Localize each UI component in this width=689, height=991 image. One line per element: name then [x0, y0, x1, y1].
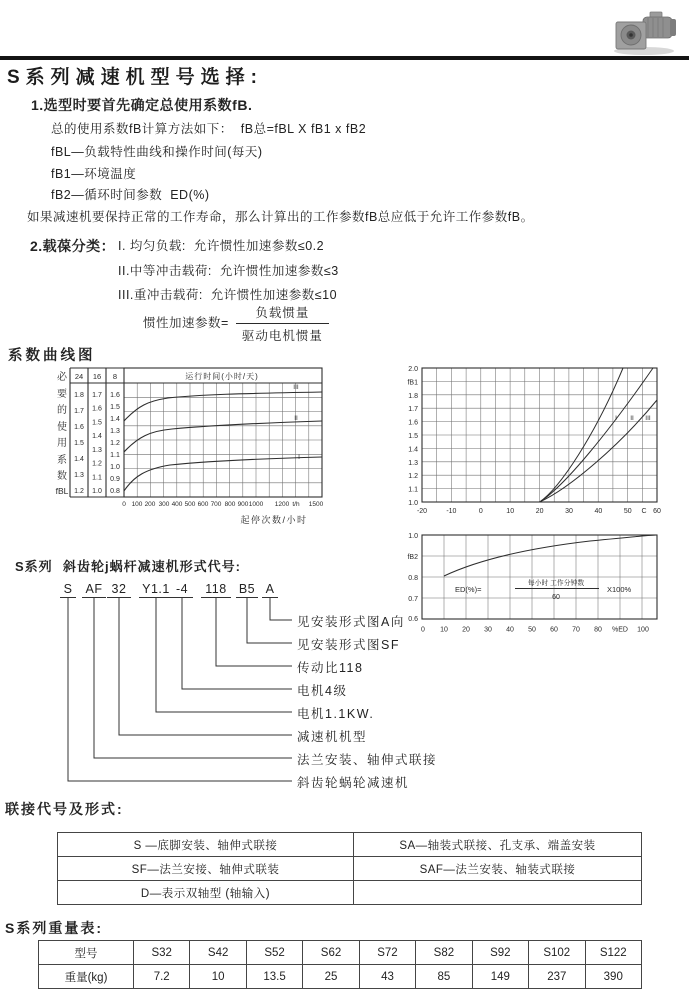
weight-header-cell: S102: [529, 941, 585, 965]
weight-table: [38, 940, 642, 989]
svg-text:1.6: 1.6: [408, 419, 418, 427]
svg-text:10: 10: [506, 508, 515, 515]
svg-text:1.2: 1.2: [92, 460, 102, 468]
code-part-B5: B5: [236, 582, 258, 598]
code-part-32: 32: [107, 582, 131, 598]
fbl-x-axis-label: 起停次数/小时: [240, 515, 308, 525]
svg-text:30: 30: [484, 626, 492, 634]
svg-text:%ED: %ED: [612, 626, 628, 634]
weight-header-cell: S72: [359, 941, 415, 965]
svg-text:8: 8: [112, 372, 118, 381]
svg-text:0.8: 0.8: [110, 488, 120, 495]
code-connectors: [55, 598, 300, 793]
svg-text:30: 30: [565, 508, 573, 515]
svg-text:16: 16: [92, 372, 102, 381]
weight-cell: 13.5: [246, 965, 302, 989]
connection-table: [57, 832, 642, 905]
code-label-mounting-a: 见安装形式图A向: [297, 615, 405, 629]
svg-text:1.3: 1.3: [408, 459, 418, 467]
fb1-curve-labels: [615, 415, 651, 422]
svg-text:1200: 1200: [274, 501, 290, 508]
svg-text:100: 100: [637, 626, 649, 634]
connection-cell: SAF—法兰安装、轴装式联接: [354, 857, 642, 881]
svg-text:400: 400: [171, 501, 183, 508]
svg-text:0: 0: [478, 508, 483, 515]
svg-text:1.0: 1.0: [408, 500, 418, 507]
weight-header-cell: S82: [416, 941, 472, 965]
svg-text:0.7: 0.7: [408, 596, 418, 603]
svg-text:-20: -20: [416, 508, 428, 515]
weight-header-cell: S122: [585, 941, 642, 965]
weight-cell: 7.2: [134, 965, 190, 989]
svg-text:600: 600: [197, 501, 209, 508]
svg-text:800: 800: [224, 501, 236, 508]
weight-header-cell: S42: [190, 941, 246, 965]
svg-text:70: 70: [572, 626, 580, 634]
svg-text:fBL: fBL: [55, 486, 69, 496]
svg-text:1.2: 1.2: [110, 440, 120, 447]
code-part-Y1.1: Y1.1: [139, 582, 173, 598]
curve-III: [124, 392, 322, 421]
svg-text:必: 必: [57, 372, 67, 383]
svg-text:1.6: 1.6: [92, 405, 102, 413]
svg-text:1.6: 1.6: [110, 392, 120, 399]
svg-text:700: 700: [210, 501, 222, 508]
curve-I: [124, 457, 322, 491]
fbl-x-ticks: [122, 501, 323, 508]
svg-text:1.0: 1.0: [110, 464, 120, 471]
svg-text:1.5: 1.5: [110, 404, 120, 411]
svg-text:50: 50: [623, 508, 632, 515]
fb1-gridlines: [422, 368, 657, 502]
fb1-chart: [395, 360, 685, 522]
motor-body: [643, 17, 672, 38]
weight-cell: 10: [190, 965, 246, 989]
load-class-3: III.重冲击载荷: 允许惯性加速参数≤10: [118, 288, 338, 302]
fb1-definition-line: fB1—环境温度: [51, 167, 137, 181]
load-class-1: I. 均匀负载: 允许惯性加速参数≤0.2: [118, 239, 325, 253]
connection-cell: [354, 881, 642, 905]
connection-cell: D—表示双轴型 (轴输入): [58, 881, 354, 905]
svg-text:系: 系: [57, 455, 67, 466]
weight-cell: 43: [359, 965, 415, 989]
svg-text:60: 60: [550, 626, 558, 634]
svg-text:1.4: 1.4: [92, 433, 102, 441]
svg-text:I: I: [615, 415, 617, 422]
svg-text:50: 50: [528, 626, 536, 634]
code-part-4: -4: [171, 582, 193, 598]
fb2-y-ticks: [407, 533, 418, 623]
fbl-scale-16h: [92, 392, 102, 495]
svg-text:fB2: fB2: [407, 554, 418, 561]
svg-text:0.9: 0.9: [110, 476, 120, 483]
fbl-frame: [70, 368, 322, 497]
code-label-motor-power: 电机1.1KW.: [297, 707, 375, 721]
svg-text:40: 40: [506, 626, 514, 634]
svg-text:0: 0: [122, 501, 126, 508]
svg-text:60: 60: [653, 508, 661, 515]
weight-cell: 重量(kg): [39, 965, 134, 989]
code-label-mounting-sf: 见安装形式图SF: [297, 638, 400, 652]
fbl-definition-line: fBL—负载特性曲线和操作时间(每天): [51, 145, 263, 159]
fbl-chart: [50, 363, 335, 535]
load-class-2: II.中等冲击载荷: 允许惯性加速参数≤3: [118, 264, 339, 278]
svg-text:1.4: 1.4: [110, 416, 120, 423]
inertia-formula: [143, 303, 329, 344]
curves-heading: 系数曲线图: [8, 348, 96, 364]
svg-text:900: 900: [237, 501, 249, 508]
svg-text:80: 80: [594, 626, 602, 634]
fbl-gridlines: [124, 383, 322, 497]
connection-row: [58, 881, 642, 905]
svg-text:1.7: 1.7: [92, 392, 102, 399]
fbl-scale-24h: [74, 392, 84, 495]
inertia-formula-denominator: 驱动电机惯量: [236, 323, 329, 344]
fbl-curves: [124, 392, 322, 491]
fbl-column-headers: [75, 371, 259, 381]
svg-text:1.5: 1.5: [74, 440, 84, 447]
page-title: S系列减速机型号选择:: [7, 67, 264, 88]
connection-heading: 联接代号及形式:: [5, 801, 124, 817]
fb1-y-ticks: [407, 366, 418, 507]
inertia-formula-numerator: 负载惯量: [255, 306, 310, 320]
svg-text:1.7: 1.7: [74, 408, 84, 415]
weight-cell: 85: [416, 965, 472, 989]
svg-text:1.5: 1.5: [92, 419, 102, 427]
svg-text:I: I: [298, 454, 300, 461]
svg-text:200: 200: [144, 501, 156, 508]
weight-header-cell: 型号: [39, 941, 134, 965]
fb2-formula-rhs: X100%: [607, 585, 632, 594]
svg-text:t/h: t/h: [292, 501, 300, 508]
svg-text:1.0: 1.0: [92, 488, 102, 495]
svg-text:100: 100: [131, 501, 143, 508]
code-part-AF: AF: [82, 582, 106, 598]
fbl-title: 运行时间(小时/天): [185, 372, 259, 381]
svg-text:1.4: 1.4: [408, 446, 418, 454]
fbl-scale-8h: [110, 392, 120, 495]
code-label-motor-poles: 电机4级: [297, 684, 348, 698]
svg-text:2.0: 2.0: [408, 366, 418, 373]
weight-header-cell: S52: [246, 941, 302, 965]
fb2-formula-denominator: 60: [552, 594, 560, 601]
series-name: S系列: [15, 559, 53, 574]
fb2-formula: [455, 578, 632, 601]
svg-text:要: 要: [57, 389, 67, 400]
svg-text:20: 20: [535, 508, 544, 515]
svg-text:-10: -10: [446, 508, 457, 515]
svg-text:0.8: 0.8: [408, 575, 418, 582]
svg-text:500: 500: [184, 501, 196, 508]
weights-heading: S系列重量表:: [5, 920, 103, 936]
svg-text:II: II: [630, 415, 634, 422]
svg-text:1000: 1000: [248, 501, 264, 508]
svg-text:1.1: 1.1: [408, 486, 418, 494]
fb2-formula-lhs: ED(%)=: [455, 585, 482, 594]
weight-cell: 390: [585, 965, 642, 989]
weight-header-cell: S32: [134, 941, 190, 965]
svg-text:1.7: 1.7: [408, 406, 418, 414]
code-label-ratio: 传动比118: [297, 661, 364, 675]
svg-text:24: 24: [74, 372, 84, 381]
motor-end-cap: [670, 19, 676, 36]
code-label-flange-mount: 法兰安装、轴伸式联接: [297, 753, 438, 767]
svg-text:1.1: 1.1: [92, 474, 102, 482]
weight-header-cell: S92: [472, 941, 528, 965]
svg-text:20: 20: [462, 626, 470, 634]
section1-heading: 1.选型时要首先确定总使用系数fB.: [31, 97, 253, 113]
connection-cell: SF—法兰安接、轴伸式联装: [58, 857, 354, 881]
svg-text:fB1: fB1: [407, 379, 418, 387]
code-subtitle: 斜齿轮j蜗杆减速机形式代号:: [63, 559, 241, 574]
svg-text:300: 300: [158, 501, 170, 508]
code-label-reducer-type: 斜齿轮蜗轮减速机: [297, 776, 410, 790]
svg-text:1.2: 1.2: [408, 473, 418, 481]
svg-text:III: III: [645, 415, 651, 422]
fb2-curve: [444, 535, 656, 576]
fbl-y-axis-label: [56, 371, 69, 496]
connection-cell: S —底脚安装、轴伸式联接: [58, 833, 354, 857]
svg-text:1.2: 1.2: [74, 488, 84, 495]
svg-text:C: C: [641, 508, 647, 515]
code-part-118: 118: [201, 582, 231, 598]
code-part-S: S: [60, 582, 76, 598]
svg-text:1.8: 1.8: [74, 392, 84, 399]
svg-text:1.6: 1.6: [74, 424, 84, 431]
svg-text:1500: 1500: [308, 501, 324, 508]
code-part-A: A: [262, 582, 278, 598]
code-label-frame-size: 减速机机型: [297, 730, 368, 744]
fb2-definition-line: fB2—循环时间参数 ED(%): [51, 188, 210, 202]
weight-header-row: [39, 941, 642, 965]
lifetime-note: 如果减速机要保持正常的工作寿命，那么计算出的工作参数fB总应低于允许工作参数fB。: [27, 210, 534, 224]
svg-text:40: 40: [594, 508, 603, 515]
weight-cell: 149: [472, 965, 528, 989]
svg-text:II: II: [294, 415, 298, 422]
svg-text:用: 用: [57, 438, 67, 449]
weight-cell: 25: [303, 965, 359, 989]
usage-factor-formula-line: 总的使用系数fB计算方法如下： fB总=fBL X fB1 x fB2: [51, 122, 367, 136]
connection-row: [58, 857, 642, 881]
fb2-gridlines: [422, 535, 657, 619]
svg-text:III: III: [293, 384, 299, 391]
inertia-formula-lhs: 惯性加速参数=: [143, 316, 229, 330]
inertia-formula-fraction: [236, 303, 329, 344]
gearmotor-photo: [610, 6, 682, 56]
svg-text:1.3: 1.3: [92, 446, 102, 454]
svg-text:1.4: 1.4: [74, 456, 84, 463]
svg-text:使: 使: [57, 422, 67, 433]
header-rule: [0, 56, 689, 60]
section2-heading: 2.载葆分类：: [30, 238, 116, 254]
svg-text:1.0: 1.0: [408, 533, 418, 540]
svg-text:的: 的: [57, 405, 67, 416]
connection-cell: SA—轴装式联接、孔支承、端盖安装: [354, 833, 642, 857]
weight-header-cell: S62: [303, 941, 359, 965]
connection-row: [58, 833, 642, 857]
weight-cell: 237: [529, 965, 585, 989]
svg-text:1.3: 1.3: [74, 472, 84, 479]
svg-text:0.6: 0.6: [408, 616, 418, 623]
svg-text:10: 10: [440, 626, 448, 634]
fb2-formula-numerator: 每小时 工作分钟数: [527, 580, 585, 587]
svg-text:1.8: 1.8: [408, 392, 418, 400]
weight-value-row: [39, 965, 642, 989]
fb2-x-ticks: [421, 627, 649, 634]
svg-text:1.1: 1.1: [110, 452, 120, 459]
svg-text:1.5: 1.5: [408, 433, 418, 440]
svg-text:数: 数: [57, 471, 67, 482]
fb2-chart: [395, 528, 685, 643]
fb1-x-ticks: [417, 508, 661, 515]
svg-text:1.3: 1.3: [110, 428, 120, 435]
svg-text:0: 0: [421, 626, 425, 634]
